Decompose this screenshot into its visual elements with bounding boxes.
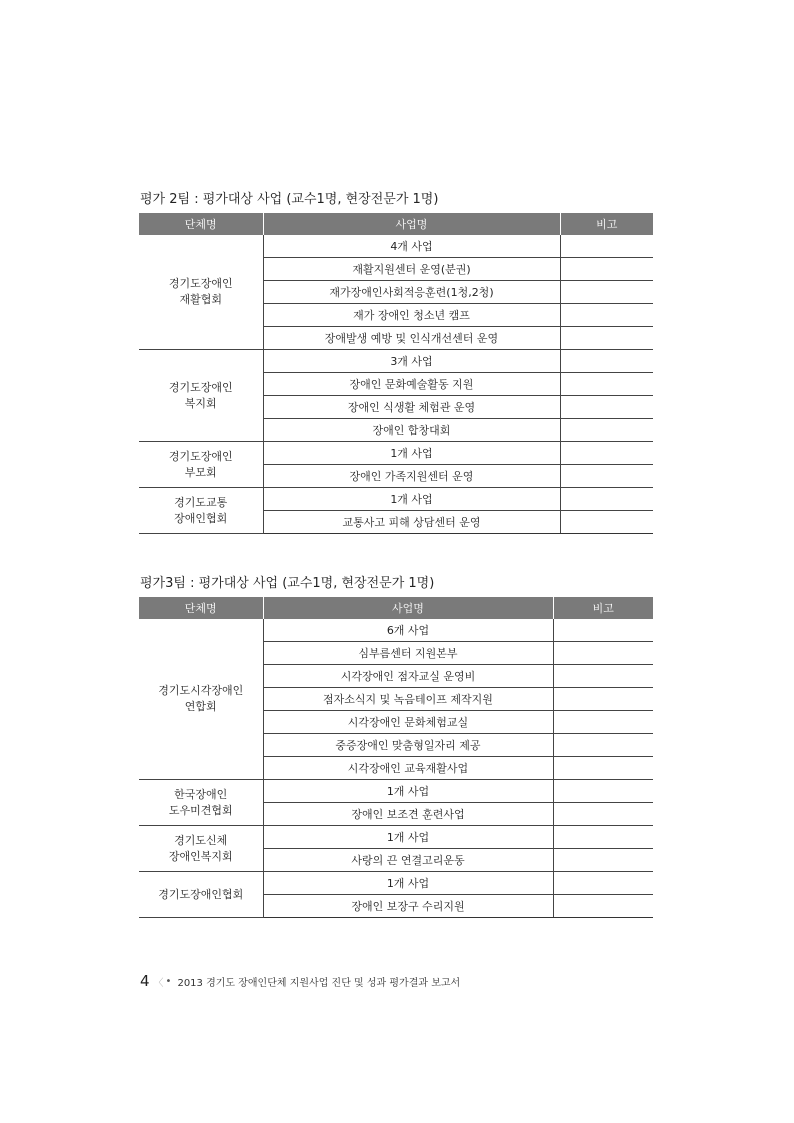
team2-title: 평가 2팀 : 평가대상 사업 (교수1명, 현장전문가 1명) <box>140 192 439 207</box>
remark-cell <box>553 872 653 895</box>
project-name-cell: 시각장애인 교육재활사업 <box>263 757 553 780</box>
remark-cell <box>560 235 653 258</box>
chevron-left-icon: 〈 <box>153 977 164 989</box>
org-name-line: 경기도신체 <box>174 833 228 847</box>
project-count-cell: 3개 사업 <box>263 350 560 373</box>
project-count-cell: 1개 사업 <box>263 826 553 849</box>
org-name-line: 경기도장애인 <box>168 277 233 290</box>
header-project: 사업명 <box>263 213 560 235</box>
org-name-cell <box>139 350 263 442</box>
project-name-cell: 점자소식지 및 녹음테이프 제작지원 <box>263 688 553 711</box>
remark-cell <box>553 849 653 872</box>
project-name-cell: 장애인 식생활 체험관 운영 <box>263 396 560 419</box>
remark-cell <box>553 780 653 803</box>
remark-cell <box>553 619 653 642</box>
page-footer <box>140 972 460 990</box>
project-count-cell: 4개 사업 <box>263 235 560 258</box>
project-name-cell: 장애인 보조견 훈련사업 <box>263 803 553 826</box>
org-name-cell <box>139 488 263 534</box>
header-remark: 비고 <box>560 213 653 235</box>
project-count-cell: 1개 사업 <box>263 488 560 511</box>
org-name-cell <box>139 826 263 872</box>
remark-cell <box>553 803 653 826</box>
remark-cell <box>560 396 653 419</box>
page-number: 4 <box>140 972 150 990</box>
remark-cell <box>553 688 653 711</box>
remark-cell <box>560 258 653 281</box>
bullet-icon: • <box>165 975 172 987</box>
table-header-row <box>139 213 653 235</box>
org-name-line: 경기도장애인협회 <box>158 887 244 901</box>
remark-cell <box>560 442 653 465</box>
remark-cell <box>560 327 653 350</box>
project-name-cell: 교통사고 피해 상담센터 운영 <box>263 511 560 534</box>
team3-title: 평가3팀 : 평가대상 사업 (교수1명, 현장전문가 1명) <box>140 576 435 591</box>
team3-table <box>139 597 653 918</box>
org-name-line: 도우미견협회 <box>168 803 233 817</box>
table-row <box>139 235 653 258</box>
header-org: 단체명 <box>139 213 263 235</box>
org-name-cell <box>139 235 263 350</box>
org-name-line: 복지회 <box>184 396 217 410</box>
project-name-cell: 재가장애인사회적응훈련(1청,2청) <box>263 281 560 304</box>
table-row <box>139 619 653 642</box>
org-name-line: 재활협회 <box>179 293 222 306</box>
remark-cell <box>560 304 653 327</box>
org-name-line: 경기도시각장애인 <box>158 684 244 697</box>
project-count-cell: 1개 사업 <box>263 872 553 895</box>
project-name-cell: 장애인 문화예술활동 지원 <box>263 373 560 396</box>
project-name-cell: 시각장애인 점자교실 운영비 <box>263 665 553 688</box>
project-name-cell: 중증장애인 맞춤형일자리 제공 <box>263 734 553 757</box>
header-remark: 비고 <box>553 597 653 619</box>
org-name-cell <box>139 780 263 826</box>
remark-cell <box>553 734 653 757</box>
org-name-line: 한국장애인 <box>174 787 228 801</box>
project-name-cell: 장애인 가족지원센터 운영 <box>263 465 560 488</box>
remark-cell <box>553 895 653 918</box>
report-title: 2013 경기도 장애인단체 지원사업 진단 및 성과 평가결과 보고서 <box>177 977 461 989</box>
project-count-cell: 1개 사업 <box>263 780 553 803</box>
remark-cell <box>560 488 653 511</box>
remark-cell <box>553 826 653 849</box>
remark-cell <box>553 642 653 665</box>
remark-cell <box>553 711 653 734</box>
project-name-cell: 사랑의 끈 연결고리운동 <box>263 849 553 872</box>
remark-cell <box>560 419 653 442</box>
project-name-cell: 재가 장애인 청소년 캠프 <box>263 304 560 327</box>
org-name-cell <box>139 619 263 780</box>
table-row <box>139 488 653 511</box>
team2-table <box>139 213 653 534</box>
project-name-cell: 장애인 합창대회 <box>263 419 560 442</box>
org-name-cell <box>139 872 263 918</box>
remark-cell <box>560 281 653 304</box>
org-name-line: 경기도교통 <box>174 495 228 509</box>
org-name-line: 부모회 <box>184 465 217 479</box>
project-name-cell: 장애발생 예방 및 인식개선센터 운영 <box>263 327 560 350</box>
project-count-cell: 6개 사업 <box>263 619 553 642</box>
remark-cell <box>560 465 653 488</box>
table-row <box>139 350 653 373</box>
org-name-line: 경기도장애인 <box>168 449 233 463</box>
project-count-cell: 1개 사업 <box>263 442 560 465</box>
table-row <box>139 872 653 895</box>
project-name-cell: 재활지원센터 운영(분권) <box>263 258 560 281</box>
remark-cell <box>553 665 653 688</box>
org-name-line: 장애인협회 <box>174 511 228 525</box>
header-org: 단체명 <box>139 597 263 619</box>
org-name-line: 연합회 <box>184 700 217 713</box>
remark-cell <box>560 373 653 396</box>
table-row <box>139 442 653 465</box>
project-name-cell: 장애인 보장구 수리지원 <box>263 895 553 918</box>
org-name-cell <box>139 442 263 488</box>
table-header-row <box>139 597 653 619</box>
project-name-cell: 시각장애인 문화체험교실 <box>263 711 553 734</box>
org-name-line: 경기도장애인 <box>168 380 233 394</box>
remark-cell <box>560 350 653 373</box>
table-row <box>139 780 653 803</box>
table-row <box>139 826 653 849</box>
remark-cell <box>560 511 653 534</box>
project-name-cell: 심부름센터 지원본부 <box>263 642 553 665</box>
remark-cell <box>553 757 653 780</box>
org-name-line: 장애인복지회 <box>168 849 233 863</box>
header-project: 사업명 <box>263 597 553 619</box>
